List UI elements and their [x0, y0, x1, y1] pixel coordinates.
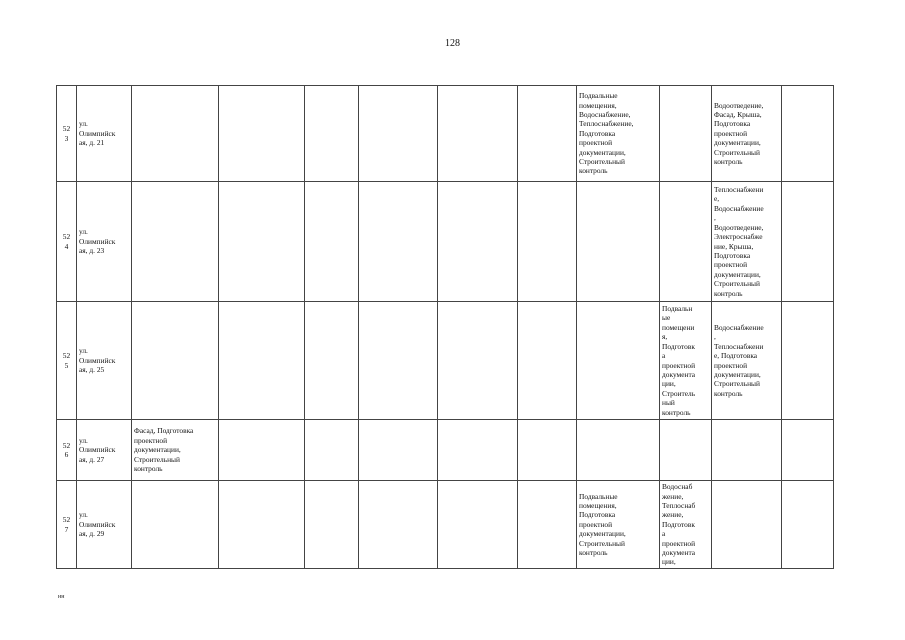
- work-cell: Теплоснабжени e, Водоснабжение , Водоотведение, Электроснабже ние, Крыша, Подготовка проектной документации, Строительный контроль: [712, 182, 782, 302]
- work-cell: [782, 481, 834, 569]
- work-cell: [518, 86, 577, 182]
- work-cell: [305, 420, 359, 481]
- work-cell: [782, 86, 834, 182]
- address-cell: ул. Олимпийск ая, д. 23: [77, 182, 132, 302]
- work-cell: [219, 302, 305, 420]
- work-cell: [305, 481, 359, 569]
- work-cell: [712, 481, 782, 569]
- table-row: [57, 420, 834, 481]
- work-cell: Подвальн ые помещени я, Подготовк а проектной документа ции, Строитель ный контроль: [660, 302, 712, 420]
- work-cell: [577, 420, 660, 481]
- work-cell: [660, 420, 712, 481]
- work-cell: Водоснабжение , Теплоснабжени e, Подготовка проектной документации, Строительный контроль: [712, 302, 782, 420]
- work-cell: [132, 302, 219, 420]
- work-cell: Водоснаб жение, Теплоснаб жение, Подготовк а проектной документа ции,: [660, 481, 712, 569]
- work-cell: [219, 182, 305, 302]
- work-cell: [660, 86, 712, 182]
- table-row: [57, 481, 834, 569]
- table-row: [57, 302, 834, 420]
- work-cell: [438, 302, 518, 420]
- work-cell: [305, 86, 359, 182]
- work-cell: Фасад, Подготовка проектной документации, Строительный контроль: [132, 420, 219, 481]
- work-cell: [518, 302, 577, 420]
- page-number: 128: [445, 38, 460, 49]
- work-cell: [132, 182, 219, 302]
- work-cell: [782, 302, 834, 420]
- work-cell: Подвальные помещения, Подготовка проектной документации, Строительный контроль: [577, 481, 660, 569]
- work-cell: [305, 302, 359, 420]
- work-cell: [660, 182, 712, 302]
- row-number: 52 4: [57, 182, 77, 302]
- address-cell: ул. Олимпийск ая, д. 21: [77, 86, 132, 182]
- work-cell: [132, 86, 219, 182]
- address-cell: ул. Олимпийск ая, д. 25: [77, 302, 132, 420]
- row-number: 52 7: [57, 481, 77, 569]
- work-cell: [219, 481, 305, 569]
- address-cell: ул. Олимпийск ая, д. 29: [77, 481, 132, 569]
- work-cell: [219, 420, 305, 481]
- work-cell: [359, 302, 438, 420]
- work-cell: [782, 182, 834, 302]
- work-cell: [305, 182, 359, 302]
- work-cell: [577, 302, 660, 420]
- table-row: [57, 182, 834, 302]
- row-number: 52 5: [57, 302, 77, 420]
- work-cell: [518, 481, 577, 569]
- work-cell: [712, 420, 782, 481]
- work-cell: [782, 420, 834, 481]
- table-row: [57, 86, 834, 182]
- work-cell: [438, 481, 518, 569]
- work-cell: [438, 182, 518, 302]
- work-cell: [219, 86, 305, 182]
- work-cell: [359, 86, 438, 182]
- footer-mark: нн: [58, 594, 65, 600]
- address-cell: ул. Олимпийск ая, д. 27: [77, 420, 132, 481]
- work-cell: [518, 420, 577, 481]
- work-cell: [359, 182, 438, 302]
- work-cell: Подвальные помещения, Водоснабжение, Теплоснабжение, Подготовка проектной документации, Строительный контроль: [577, 86, 660, 182]
- work-cell: [577, 182, 660, 302]
- work-cell: [518, 182, 577, 302]
- repair-schedule-table: [56, 85, 834, 569]
- work-cell: [359, 420, 438, 481]
- work-cell: [132, 481, 219, 569]
- row-number: 52 6: [57, 420, 77, 481]
- work-cell: [359, 481, 438, 569]
- work-cell: [438, 420, 518, 481]
- row-number: 52 3: [57, 86, 77, 182]
- work-cell: Водоотведение, Фасад, Крыша, Подготовка проектной документации, Строительный контроль: [712, 86, 782, 182]
- work-cell: [438, 86, 518, 182]
